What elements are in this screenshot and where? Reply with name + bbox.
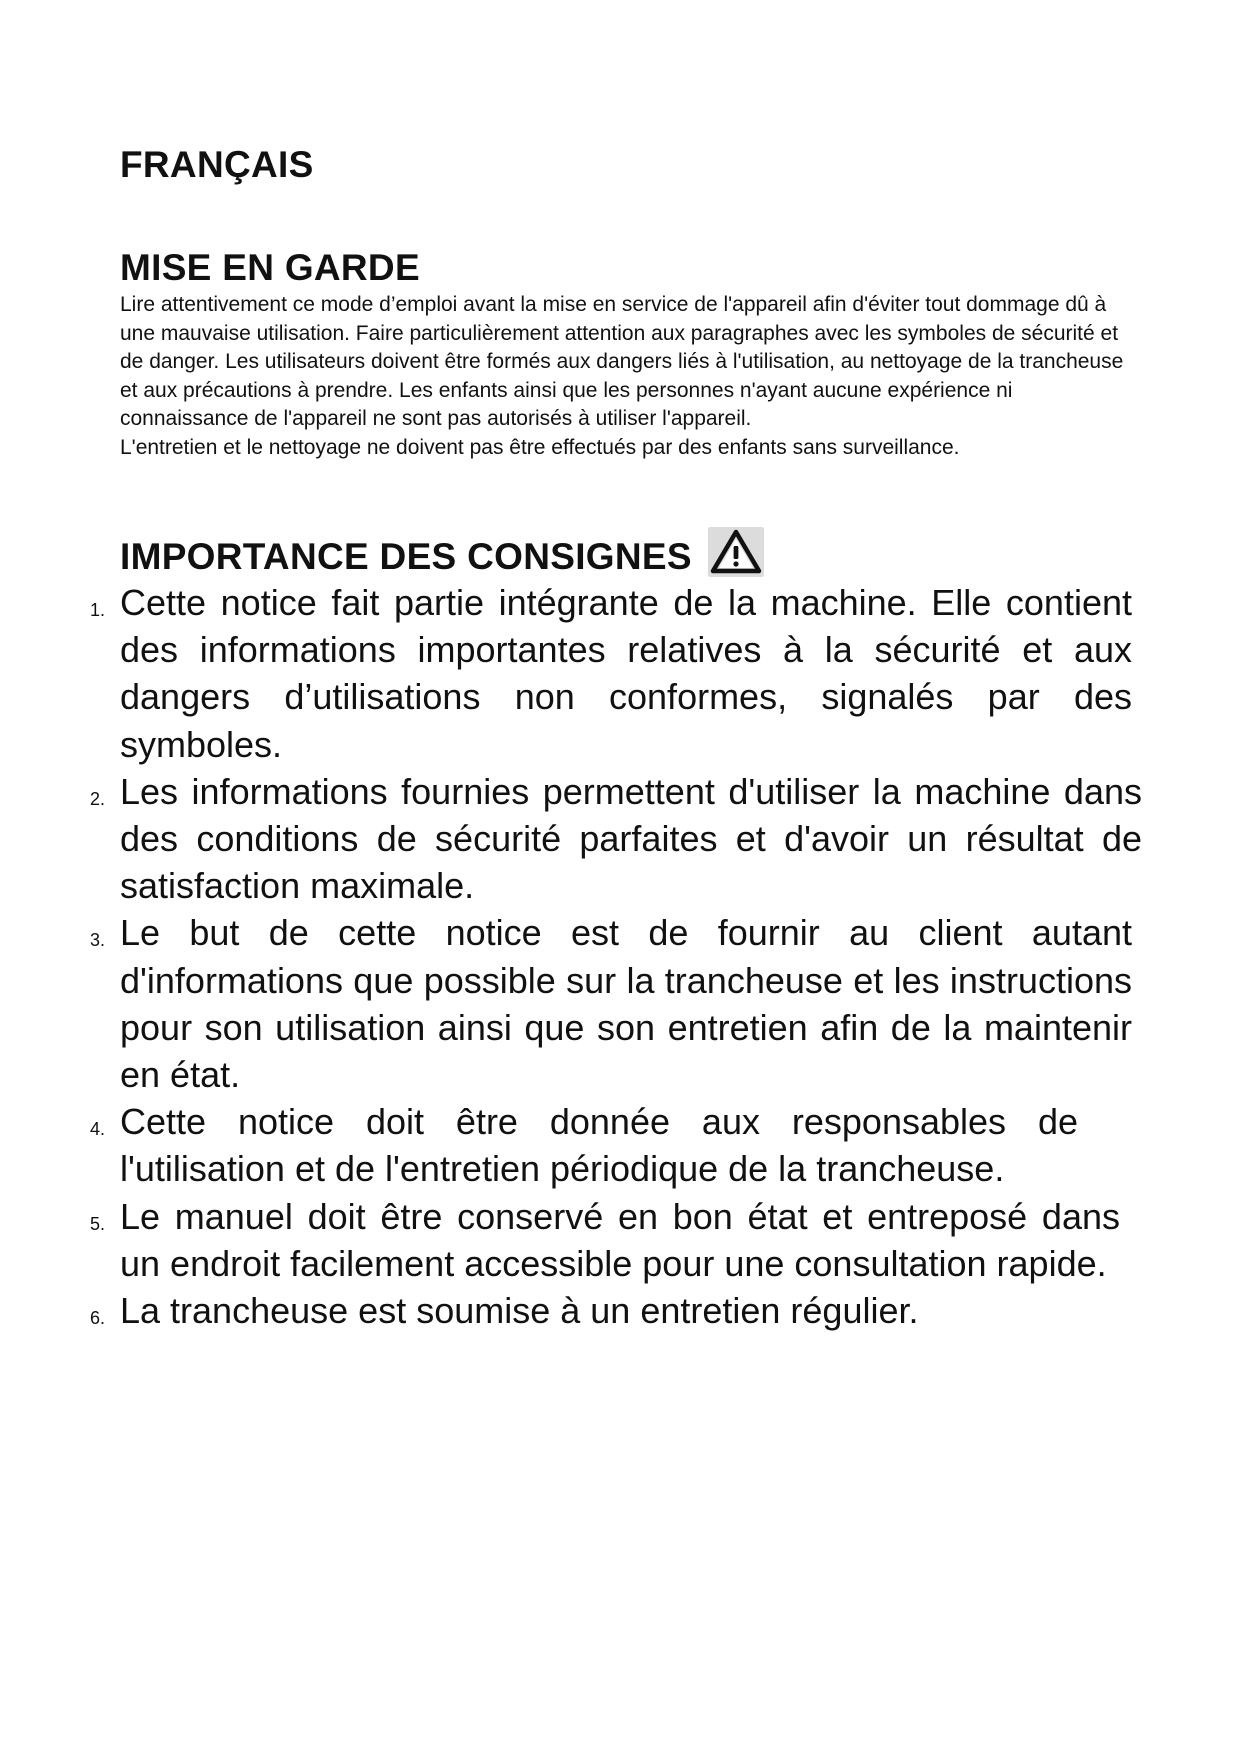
supervision-paragraph: L'entretien et le nettoyage ne doivent pas être effectués par des enfants sans surveillance.: [120, 435, 960, 459]
warning-paragraph: Lire attentivement ce mode d’emploi avant la mise en service de l'appareil afin d'éviter tout dommage dû à une mauvaise utilisation. Faire particulièrement attention aux paragraphes avec les symboles de sécurité et de danger. Les utilisateurs doivent être formés aux dangers liés à l'utilisation, au nettoyage de la trancheuse et aux précautions à prendre. Les enfants ainsi que les personnes n'ayant aucune expérience ni connaissance de l'appareil ne sont pas autorisés à utiliser l'appareil.: [120, 293, 1124, 430]
list-item-number: 5.: [90, 1213, 106, 1234]
list-item-text: Cette notice fait partie intégrante de la machine. Elle contient des informations importantes relatives à la sécurité et aux dangers d’utilisations non conformes, signalés par des symboles.: [120, 582, 1132, 765]
list-item: [90, 579, 1132, 768]
language-heading: FRANÇAIS: [120, 144, 314, 185]
list-item-text: La trancheuse est soumise à un entretien régulier.: [120, 1290, 919, 1332]
list-item-text: Cette notice doit être donnée aux responsables de l'utilisation et de l'entretien périodique de la trancheuse.: [120, 1101, 1078, 1190]
list-item-text: Le but de cette notice est de fournir au client autant d'informations que possible sur la trancheuse et les instructions pour son utilisation ainsi que son entretien afin de la maintenir en état.: [120, 912, 1132, 1096]
warning-text-block: [120, 291, 1130, 462]
importance-title: [120, 529, 764, 579]
warning-triangle-icon: [708, 527, 764, 577]
list-item: [90, 1193, 1120, 1287]
instructions-list: [90, 579, 1142, 1334]
importance-title-text: IMPORTANCE DES CONSIGNES: [120, 536, 692, 577]
list-item: [90, 768, 1142, 910]
list-item-number: 4.: [90, 1119, 106, 1140]
list-item-number: 1.: [90, 600, 106, 620]
list-item-number: 2.: [90, 788, 106, 809]
list-item-number: 3.: [90, 930, 106, 951]
list-item: [90, 1098, 1078, 1192]
list-item-text: Le manuel doit être conservé en bon état et entreposé dans un endroit facilement accessible pour une consultation rapide.: [120, 1195, 1120, 1284]
warning-title: MISE EN GARDE: [120, 247, 420, 288]
list-item-number: 6.: [90, 1308, 106, 1329]
list-item-text: Les informations fournies permettent d'utiliser la machine dans des conditions de sécurité parfaites et d'avoir un résultat de satisfaction maximale.: [120, 770, 1142, 907]
list-item: [90, 1287, 1120, 1334]
list-item: [90, 909, 1132, 1098]
